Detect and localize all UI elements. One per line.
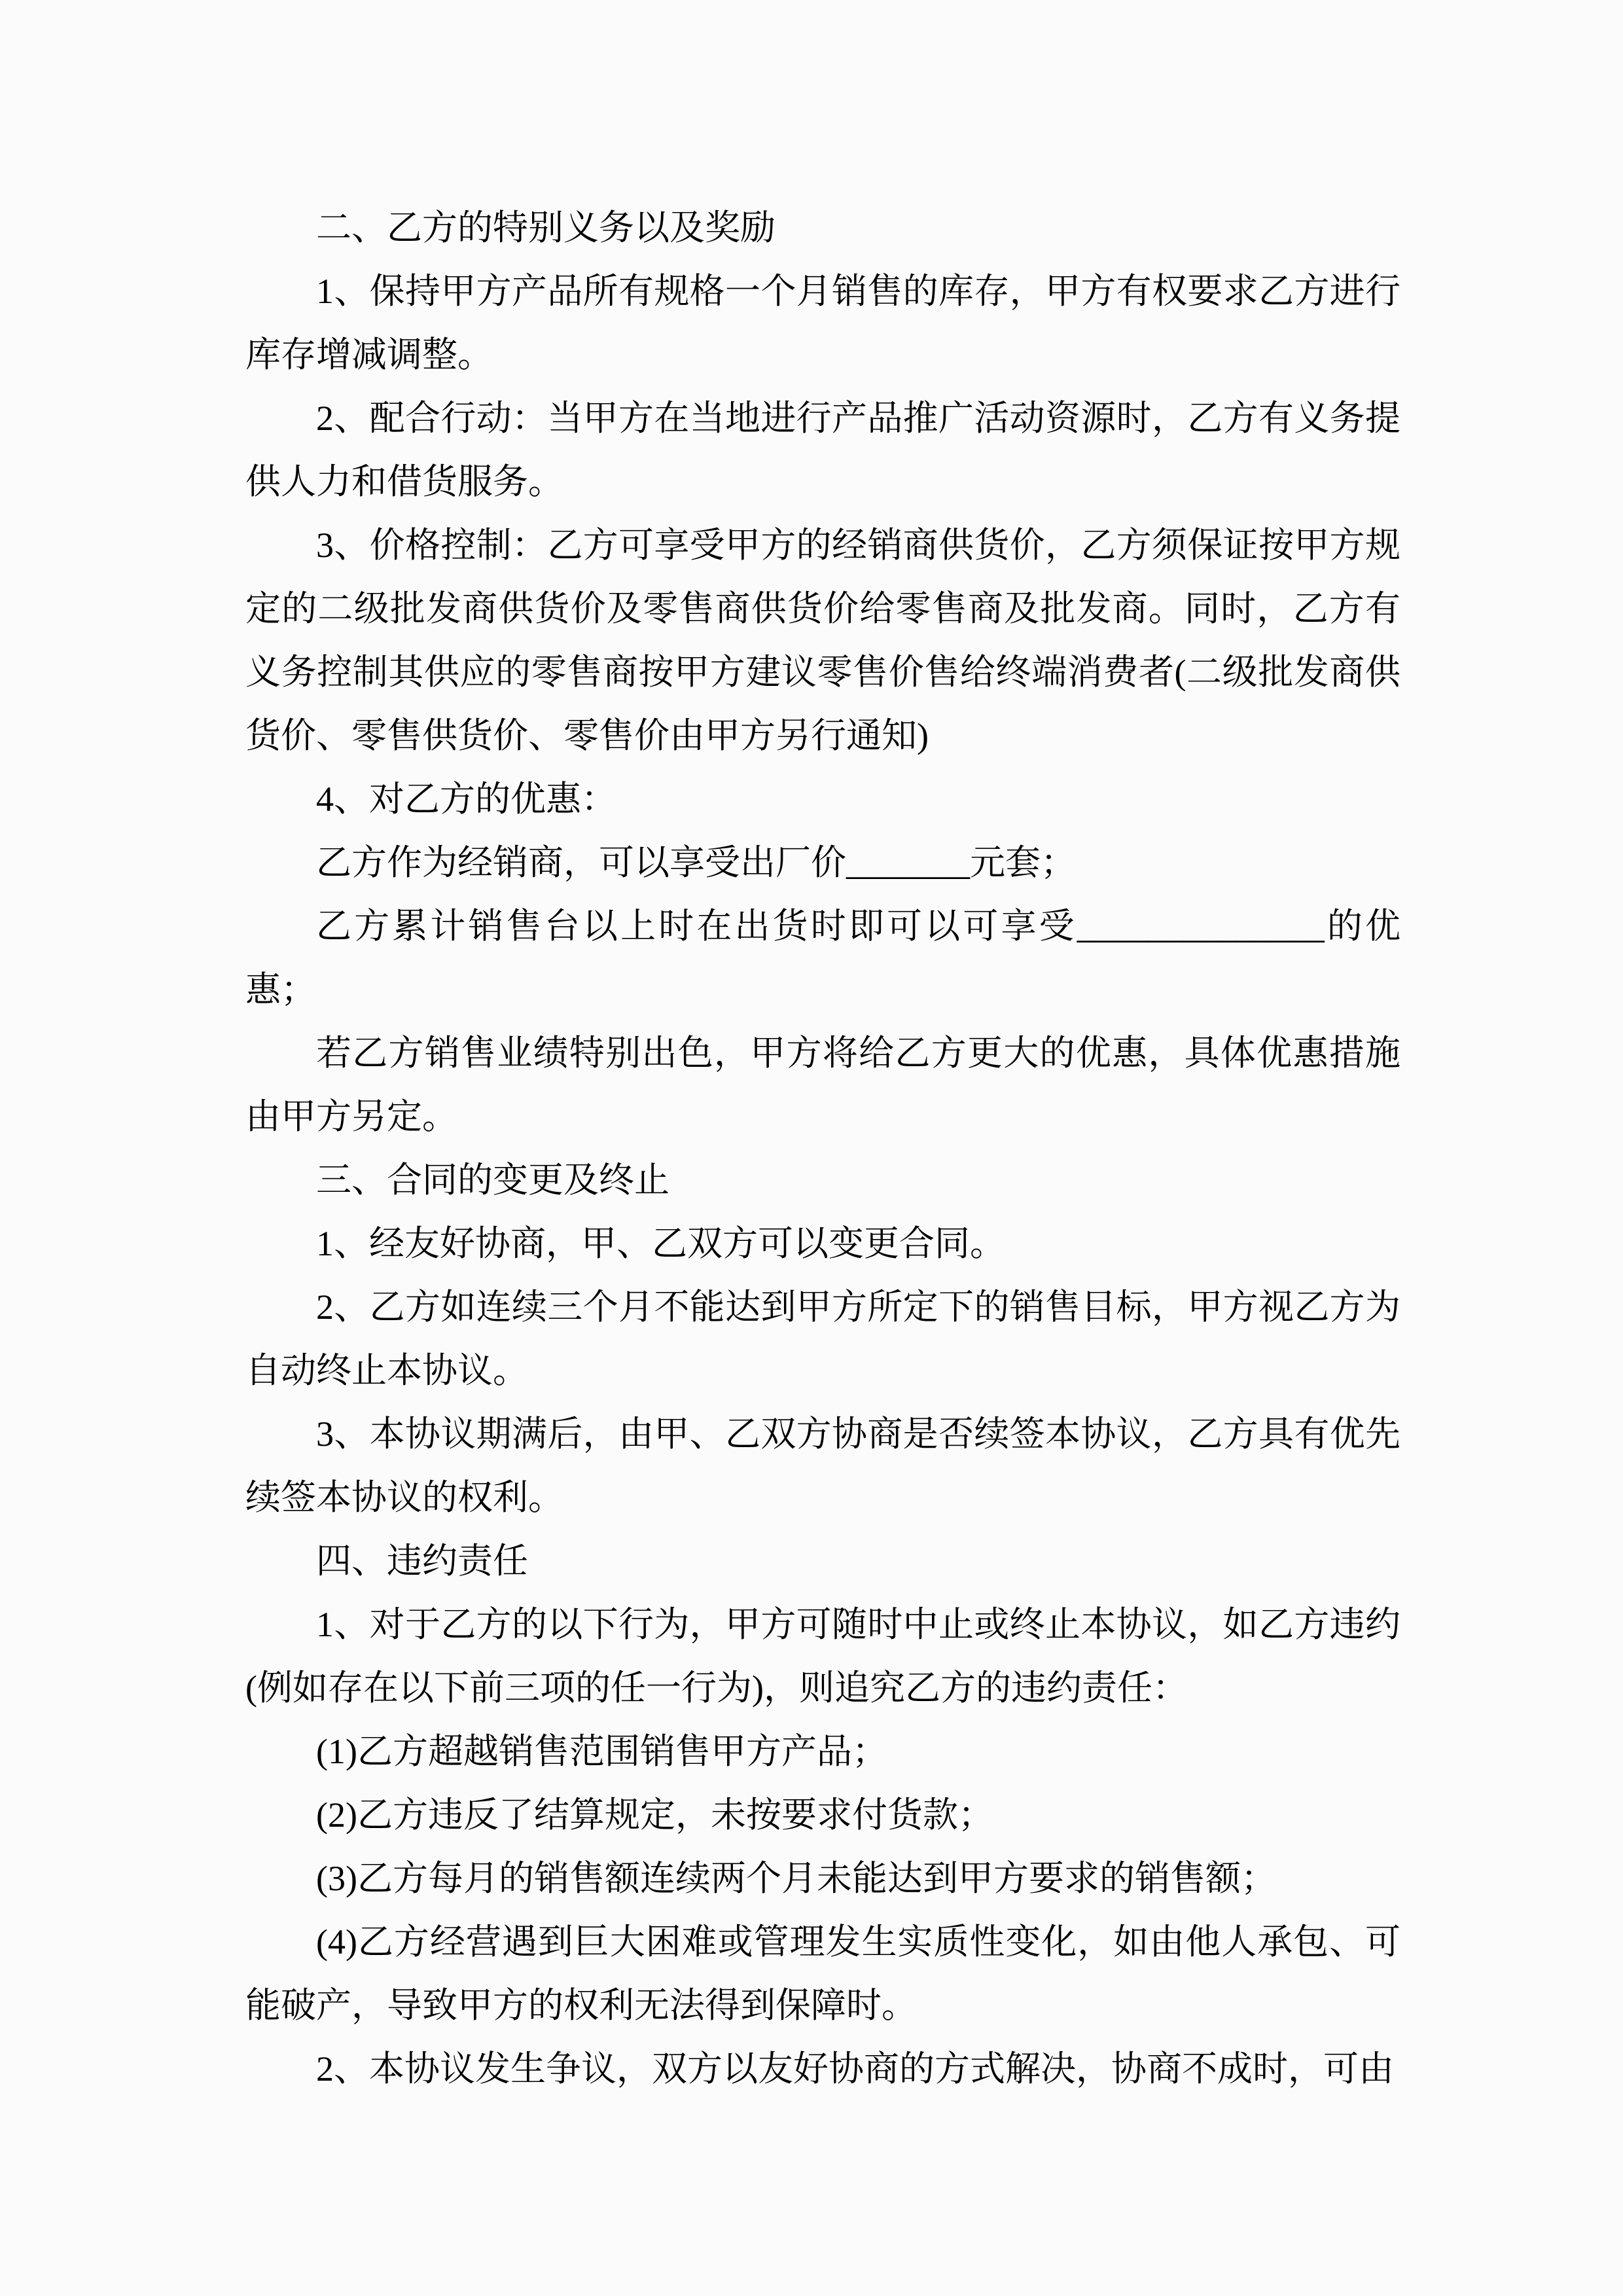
paragraph: 2、乙方如连续三个月不能达到甲方所定下的销售目标，甲方视乙方为自动终止本协议。 — [245, 1287, 1400, 1390]
list-item: (2)乙方违反了结算规定，未按要求付货款； — [316, 1795, 993, 1835]
paragraph: 1、对于乙方的以下行为，甲方可随时中止或终止本协议，如乙方违约(例如存在以下前三项的任一行为)，则追究乙方的违约责任： — [245, 1605, 1400, 1708]
paragraph: 3、价格控制：乙方可享受甲方的经销商供货价，乙方须保证按甲方规定的二级批发商供货价及零售商供货价给零售商及批发商。同时，乙方有义务控制其供应的零售商按甲方建议零售价售给终端消费者(二级批发商供货价、零售供货价、零售价由甲方另行通知) — [245, 526, 1400, 755]
list-item: (3)乙方每月的销售额连续两个月未能达到甲方要求的销售额； — [316, 1859, 1276, 1898]
paragraph: 2、配合行动：当甲方在当地进行产品推广活动资源时，乙方有义务提供人力和借货服务。 — [245, 399, 1400, 501]
paragraph: 2、本协议发生争议，双方以友好协商的方式解决，协商不成时，可由 — [316, 2049, 1394, 2089]
paragraph: 1、经友好协商，甲、乙双方可以变更合同。 — [316, 1224, 1005, 1263]
paragraph-blank-factory-price: 乙方作为经销商，可以享受出厂价_______元套； — [316, 843, 1076, 882]
paragraph: 3、本协议期满后，由甲、乙双方协商是否续签本协议，乙方具有优先续签本协议的权利。 — [245, 1414, 1400, 1517]
list-item: (4)乙方经营遇到巨大困难或管理发生实质性变化，如由他人承包、可能破产，导致甲方的权利无法得到保障时。 — [245, 1922, 1400, 2025]
section-heading-contract-change-termination: 三、合同的变更及终止 — [316, 1160, 669, 1200]
paragraph: 若乙方销售业绩特别出色，甲方将给乙方更大的优惠，具体优惠措施由甲方另定。 — [245, 1033, 1400, 1136]
paragraph: 4、对乙方的优惠： — [316, 780, 616, 819]
section-heading-breach-liability: 四、违约责任 — [316, 1541, 528, 1581]
section-heading-party-b-obligations: 二、乙方的特别义务以及奖励 — [316, 208, 776, 247]
list-item: (1)乙方超越销售范围销售甲方产品； — [316, 1732, 887, 1771]
contract-text-block — [245, 196, 1400, 2101]
paragraph-blank-discount: 乙方累计销售台以上时在出货时即可以可享受______________的优惠； — [245, 906, 1400, 1009]
paragraph: 1、保持甲方产品所有规格一个月销售的库存，甲方有权要求乙方进行库存增减调整。 — [245, 272, 1400, 374]
